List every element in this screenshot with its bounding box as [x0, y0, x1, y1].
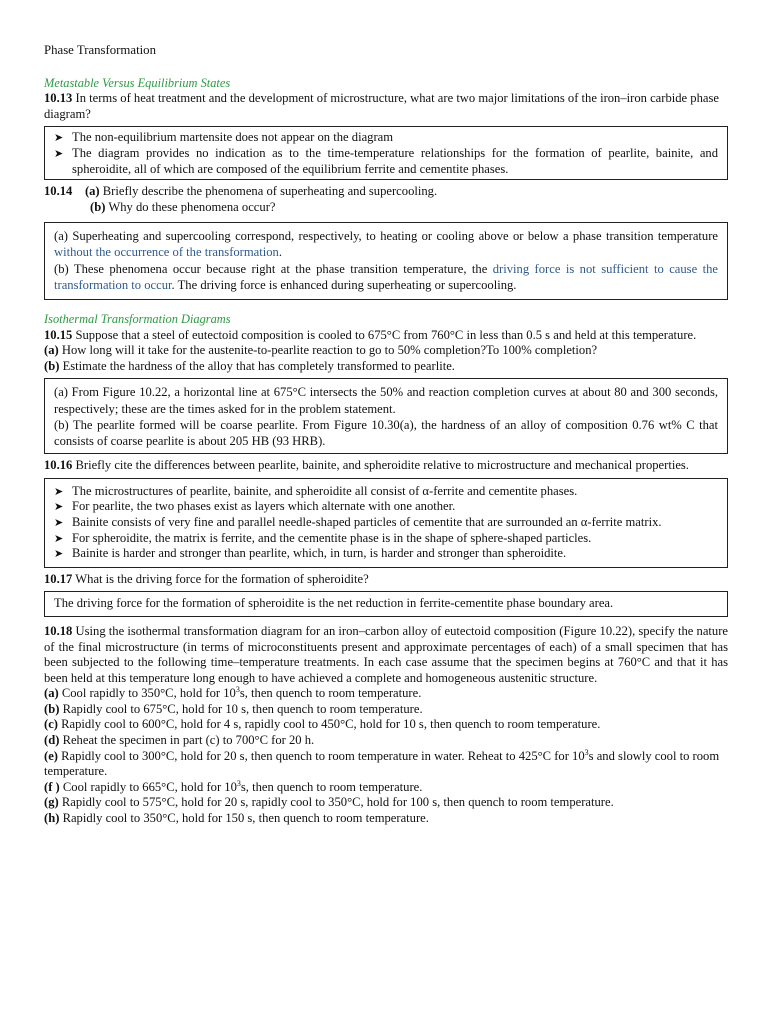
answer-bullet: ➤ The microstructures of pearlite, bainite, and spheroidite all consist of α-ferrite and cementite phases.: [54, 483, 578, 498]
treatment-d: (d) Reheat the specimen in part (c) to 700°C for 20 h.: [44, 733, 315, 748]
answer-bullet: ➤ For pearlite, the two phases exist as layers which alternate with one another.: [54, 499, 456, 514]
treatment-b: (b) Rapidly cool to 675°C, hold for 10 s, then quench to room temperature.: [44, 701, 423, 716]
answer-box-10-17: [44, 591, 728, 617]
treatment-g: (g) Rapidly cool to 575°C, hold for 20 s, rapidly cool to 350°C, hold for 100 s, then quench to room temperature.: [44, 795, 614, 810]
question-10-15-a: (a) How long will it take for the austenite-to-pearlite reaction to go to 50% completion?To 100% completion?: [44, 343, 598, 358]
question-10-15-b: (b) Estimate the hardness of the alloy that has completely transformed to pearlite.: [44, 358, 455, 373]
answer-box-10-15: [44, 378, 728, 454]
answer-part-b: (b) The pearlite formed will be coarse pearlite. From Figure 10.30(a), the hardness of an alloy of composition 0.76 wt% C that consists of coarse pearlite is about 205 HB (93 HRB).: [54, 417, 718, 448]
question-text: In terms of heat treatment and the development of microstructure, what are two major limitations of the iron–iron carbide phase diagram?: [44, 91, 719, 121]
answer-bullet: ➤ For spheroidite, the matrix is ferrite, and the cementite phase is in the shape of sphere-shaped particles.: [54, 530, 592, 545]
question-number: 10.15: [44, 327, 73, 342]
question-number: 10.14: [44, 184, 73, 199]
question-10-13: [44, 91, 728, 122]
arrowhead-bullet-icon: ➤: [54, 547, 64, 561]
arrowhead-bullet-icon: ➤: [54, 131, 64, 145]
treatment-c: (c) Rapidly cool to 600°C, hold for 4 s, rapidly cool to 450°C, hold for 10 s, then quench to room temperature.: [44, 717, 601, 732]
question-10-14: 10.14 (a) Briefly describe the phenomena of superheating and supercooling.: [44, 184, 438, 199]
answer-text: The driving force for the formation of spheroidite is the net reduction in ferrite-cementite phase boundary area.: [54, 596, 614, 611]
treatment-f: (f ) Cool rapidly to 665°C, hold for $10^3s$, then quench to room temperature.: [44, 778, 423, 794]
treatment-a: (a) Cool rapidly to 350°C, hold for $10^3s$, then quench to room temperature.: [44, 685, 422, 701]
answer-box-10-14: [44, 222, 728, 300]
arrowhead-bullet-icon: ➤: [54, 500, 64, 514]
answer-bullet: ➤ Bainite consists of very fine and parallel needle-shaped particles of cementite that are surrounded an α-ferrite matrix.: [54, 514, 662, 529]
question-10-16: 10.16 Briefly cite the differences between pearlite, bainite, and spheroidite relative to microstructure and mechanical properties.: [44, 458, 689, 473]
page-title: Phase Transformation: [44, 43, 156, 57]
answer-part-b: (b) These phenomena occur because right at the phase transition temperature, the driving force is not sufficient to cause the transformation to occur. The driving force is enhanced during superheating or supercooling.: [54, 261, 718, 293]
arrowhead-bullet-icon: ➤: [54, 146, 64, 160]
question-number: 10.13: [44, 91, 73, 106]
answer-box-10-16: [44, 478, 728, 568]
question-10-17: 10.17 What is the driving force for the formation of spheroidite?: [44, 571, 369, 586]
answer-bullet: ➤ Bainite is harder and stronger than pearlite, which, in turn, is harder and stronger than spheroidite.: [54, 546, 567, 561]
question-number: 10.16: [44, 458, 73, 473]
answer-box-10-13: [44, 126, 728, 180]
section-heading-isothermal: Isothermal Transformation Diagrams: [44, 311, 231, 326]
question-10-18: 10.18 Using the isothermal transformation diagram for an iron–carbon alloy of eutectoid composition (Figure 10.22), specify the nature of the final microstructure (in terms of microconstituents present and approximate percentages of each) of a small specimen that has been subjected to the following time–temperature treatments. In each case assume that the specimen begins at 760°C and that it has been held at this temperature long enough to have achieved a complete and homogeneous austenitic structure.: [44, 623, 728, 685]
treatment-h: (h) Rapidly cool to 350°C, hold for 150 s, then quench to room temperature.: [44, 811, 429, 826]
answer-bullet: ➤ The diagram provides no indication as to the time-temperature relationships for the formation of pearlite, bainite, and spheroidite, all of which are composed of the equilibrium ferrite and cementite phases.: [54, 145, 718, 176]
treatment-e: (e) Rapidly cool to 300°C, hold for 20 s, then quench to room temperature in water. Reheat to 425°C for $10^3s$ and slowly cool to room temperature.: [44, 747, 720, 779]
answer-part-a: (a) Superheating and supercooling correspond, respectively, to heating or cooling above or below a phase transition temperature without the occurrence of the transformation.: [54, 228, 718, 260]
answer-bullet: ➤ The non-equilibrium martensite does not appear on the diagram: [54, 130, 394, 145]
question-number: 10.18: [44, 623, 73, 638]
question-number: 10.17: [44, 571, 73, 586]
arrowhead-bullet-icon: ➤: [54, 531, 64, 545]
section-heading-metastable: Metastable Versus Equilibrium States: [44, 75, 231, 90]
question-10-15: 10.15 Suppose that a steel of eutectoid composition is cooled to 675°C from 760°C in less than 0.5 s and held at this temperature.: [44, 327, 697, 342]
answer-part-a: (a) From Figure 10.22, a horizontal line at 675°C intersects the 50% and reaction completion curves at about 80 and 300 seconds, respectively; these are the times asked for in the problem statement.: [54, 385, 718, 416]
document-page: [44, 43, 728, 827]
question-10-14-b: (b) Why do these phenomena occur?: [90, 199, 276, 214]
arrowhead-bullet-icon: ➤: [54, 484, 64, 498]
arrowhead-bullet-icon: ➤: [54, 515, 64, 529]
